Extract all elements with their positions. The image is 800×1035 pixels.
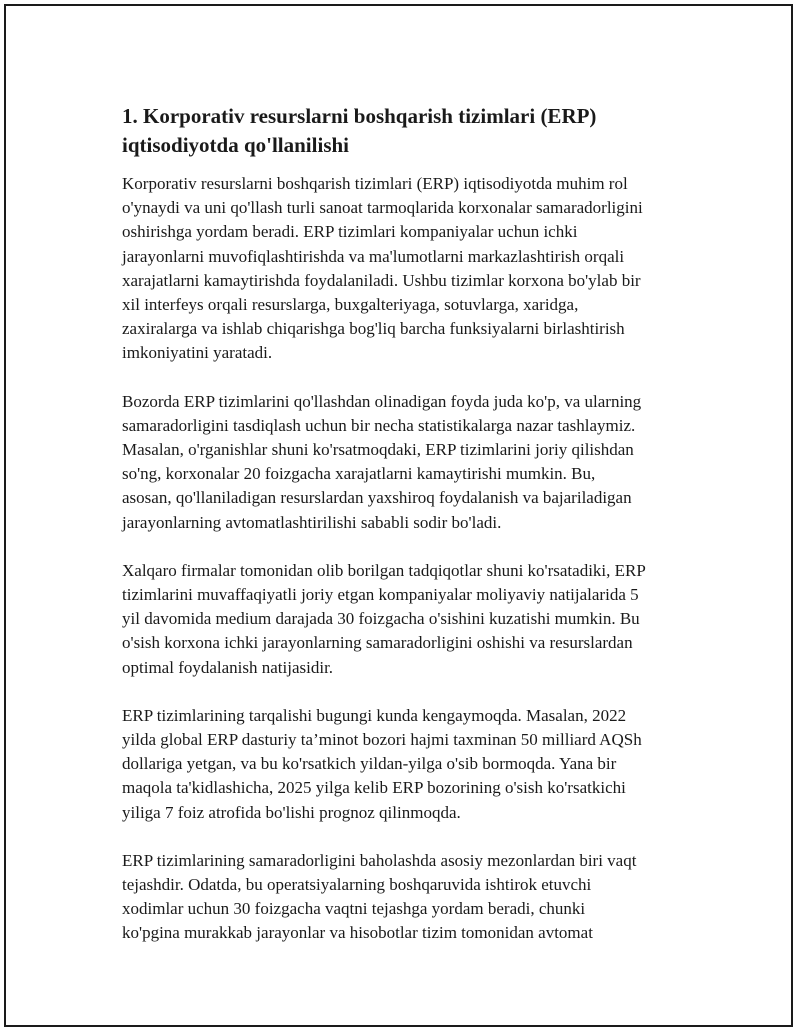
text-line: asosan, qo'llaniladigan resurslardan yaxshiroq foydalanish va bajariladigan	[122, 488, 632, 508]
text-line: Korporativ resurslarni boshqarish tizimlari (ERP) iqtisodiyotda muhim rol	[122, 174, 628, 193]
text-line: tizimlarini muvaffaqiyatli joriy etgan kompaniyalar moliyaviy natijalarida 5	[122, 585, 639, 605]
section-title	[122, 102, 702, 160]
text-line: xarajatlarni kamaytirishda foydalaniladi. Ushbu tizimlar korxona bo'ylab bir	[122, 270, 641, 290]
text-line: ERP tizimlarining samaradorligini baholashda asosiy mezonlardan biri vaqt	[122, 850, 637, 870]
text-line: xil interfeys orqali resurslarga, buxgalteriyaga, sotuvlarga, xaridga,	[122, 295, 579, 315]
document-content	[122, 102, 702, 970]
text-line: Bozorda ERP tizimlarini qo'llashdan olinadigan foyda juda ko'p, va ularning	[122, 391, 642, 411]
section-title-line: 1. Korporativ resurslarni boshqarish tizimlari (ERP)	[122, 104, 597, 128]
paragraph	[122, 849, 702, 946]
text-line: ERP tizimlarining tarqalishi bugungi kunda kengaymoqda. Masalan, 2022	[122, 705, 627, 725]
text-line: yil davomida medium darajada 30 foizgacha o'sishini kuzatishi mumkin. Bu	[122, 609, 640, 629]
text-line: Xalqaro firmalar tomonidan olib borilgan tadqiqotlar shuni ko'rsatadiki, ERP	[122, 560, 646, 580]
text-line: so'ng, korxonalar 20 foizgacha xarajatlarni kamaytirishi mumkin. Bu,	[122, 464, 596, 484]
text-line: Masalan, o'rganishlar shuni ko'rsatmoqdaki, ERP tizimlarini joriy qilishdan	[122, 440, 634, 460]
text-line: optimal foydalanish natijasidir.	[122, 657, 334, 677]
text-line: yilda global ERP dasturiy ta’minot bozori hajmi taxminan 50 milliard AQSh	[122, 730, 642, 750]
text-line: yiliga 7 foiz atrofida bo'lishi prognoz qilinmoqda.	[122, 802, 461, 822]
text-line: jarayonlarni muvofiqlashtirishda va ma'lumotlarni markazlashtirish orqali	[122, 246, 625, 266]
paragraph	[122, 559, 702, 680]
text-line: dollariga yetgan, va bu ko'rsatkich yildan-yilga o'sib bormoqda. Yana bir	[122, 754, 617, 774]
text-line: maqola ta'kidlashicha, 2025 yilga kelib ERP bozorining o'sish ko'rsatkichi	[122, 778, 626, 798]
text-line: o'ynaydi va uni qo'llash turli sanoat tarmoqlarida korxonalar samaradorligini	[122, 198, 643, 218]
text-line: tejashdir. Odatda, bu operatsiyalarning boshqaruvida ishtirok etuvchi	[122, 875, 592, 895]
text-line: samaradorligini tasdiqlash uchun bir necha statistikalarga nazar tashlaymiz.	[122, 415, 636, 435]
text-line: ko'pgina murakkab jarayonlar va hisobotlar tizim tomonidan avtomat	[122, 923, 593, 943]
paragraph	[122, 390, 702, 535]
page-frame	[4, 4, 793, 1027]
paragraph	[122, 704, 702, 825]
text-line: o'sish korxona ichki jarayonlarning samaradorligini oshishi va resurslardan	[122, 633, 633, 653]
paragraph	[122, 172, 702, 366]
text-line: imkoniyatini yaratadi.	[122, 343, 273, 363]
text-line: jarayonlarning avtomatlashtirilishi sababli sodir bo'ladi.	[122, 512, 502, 532]
text-line: zaxiralarga va ishlab chiqarishga bog'liq barcha funksiyalarni birlashtirish	[122, 319, 625, 339]
text-line: oshirishga yordam beradi. ERP tizimlari kompaniyalar uchun ichki	[122, 222, 578, 242]
section-title-line: iqtisodiyotda qo'llanilishi	[122, 133, 350, 157]
text-line: xodimlar uchun 30 foizgacha vaqtni tejashga yordam beradi, chunki	[122, 899, 586, 919]
